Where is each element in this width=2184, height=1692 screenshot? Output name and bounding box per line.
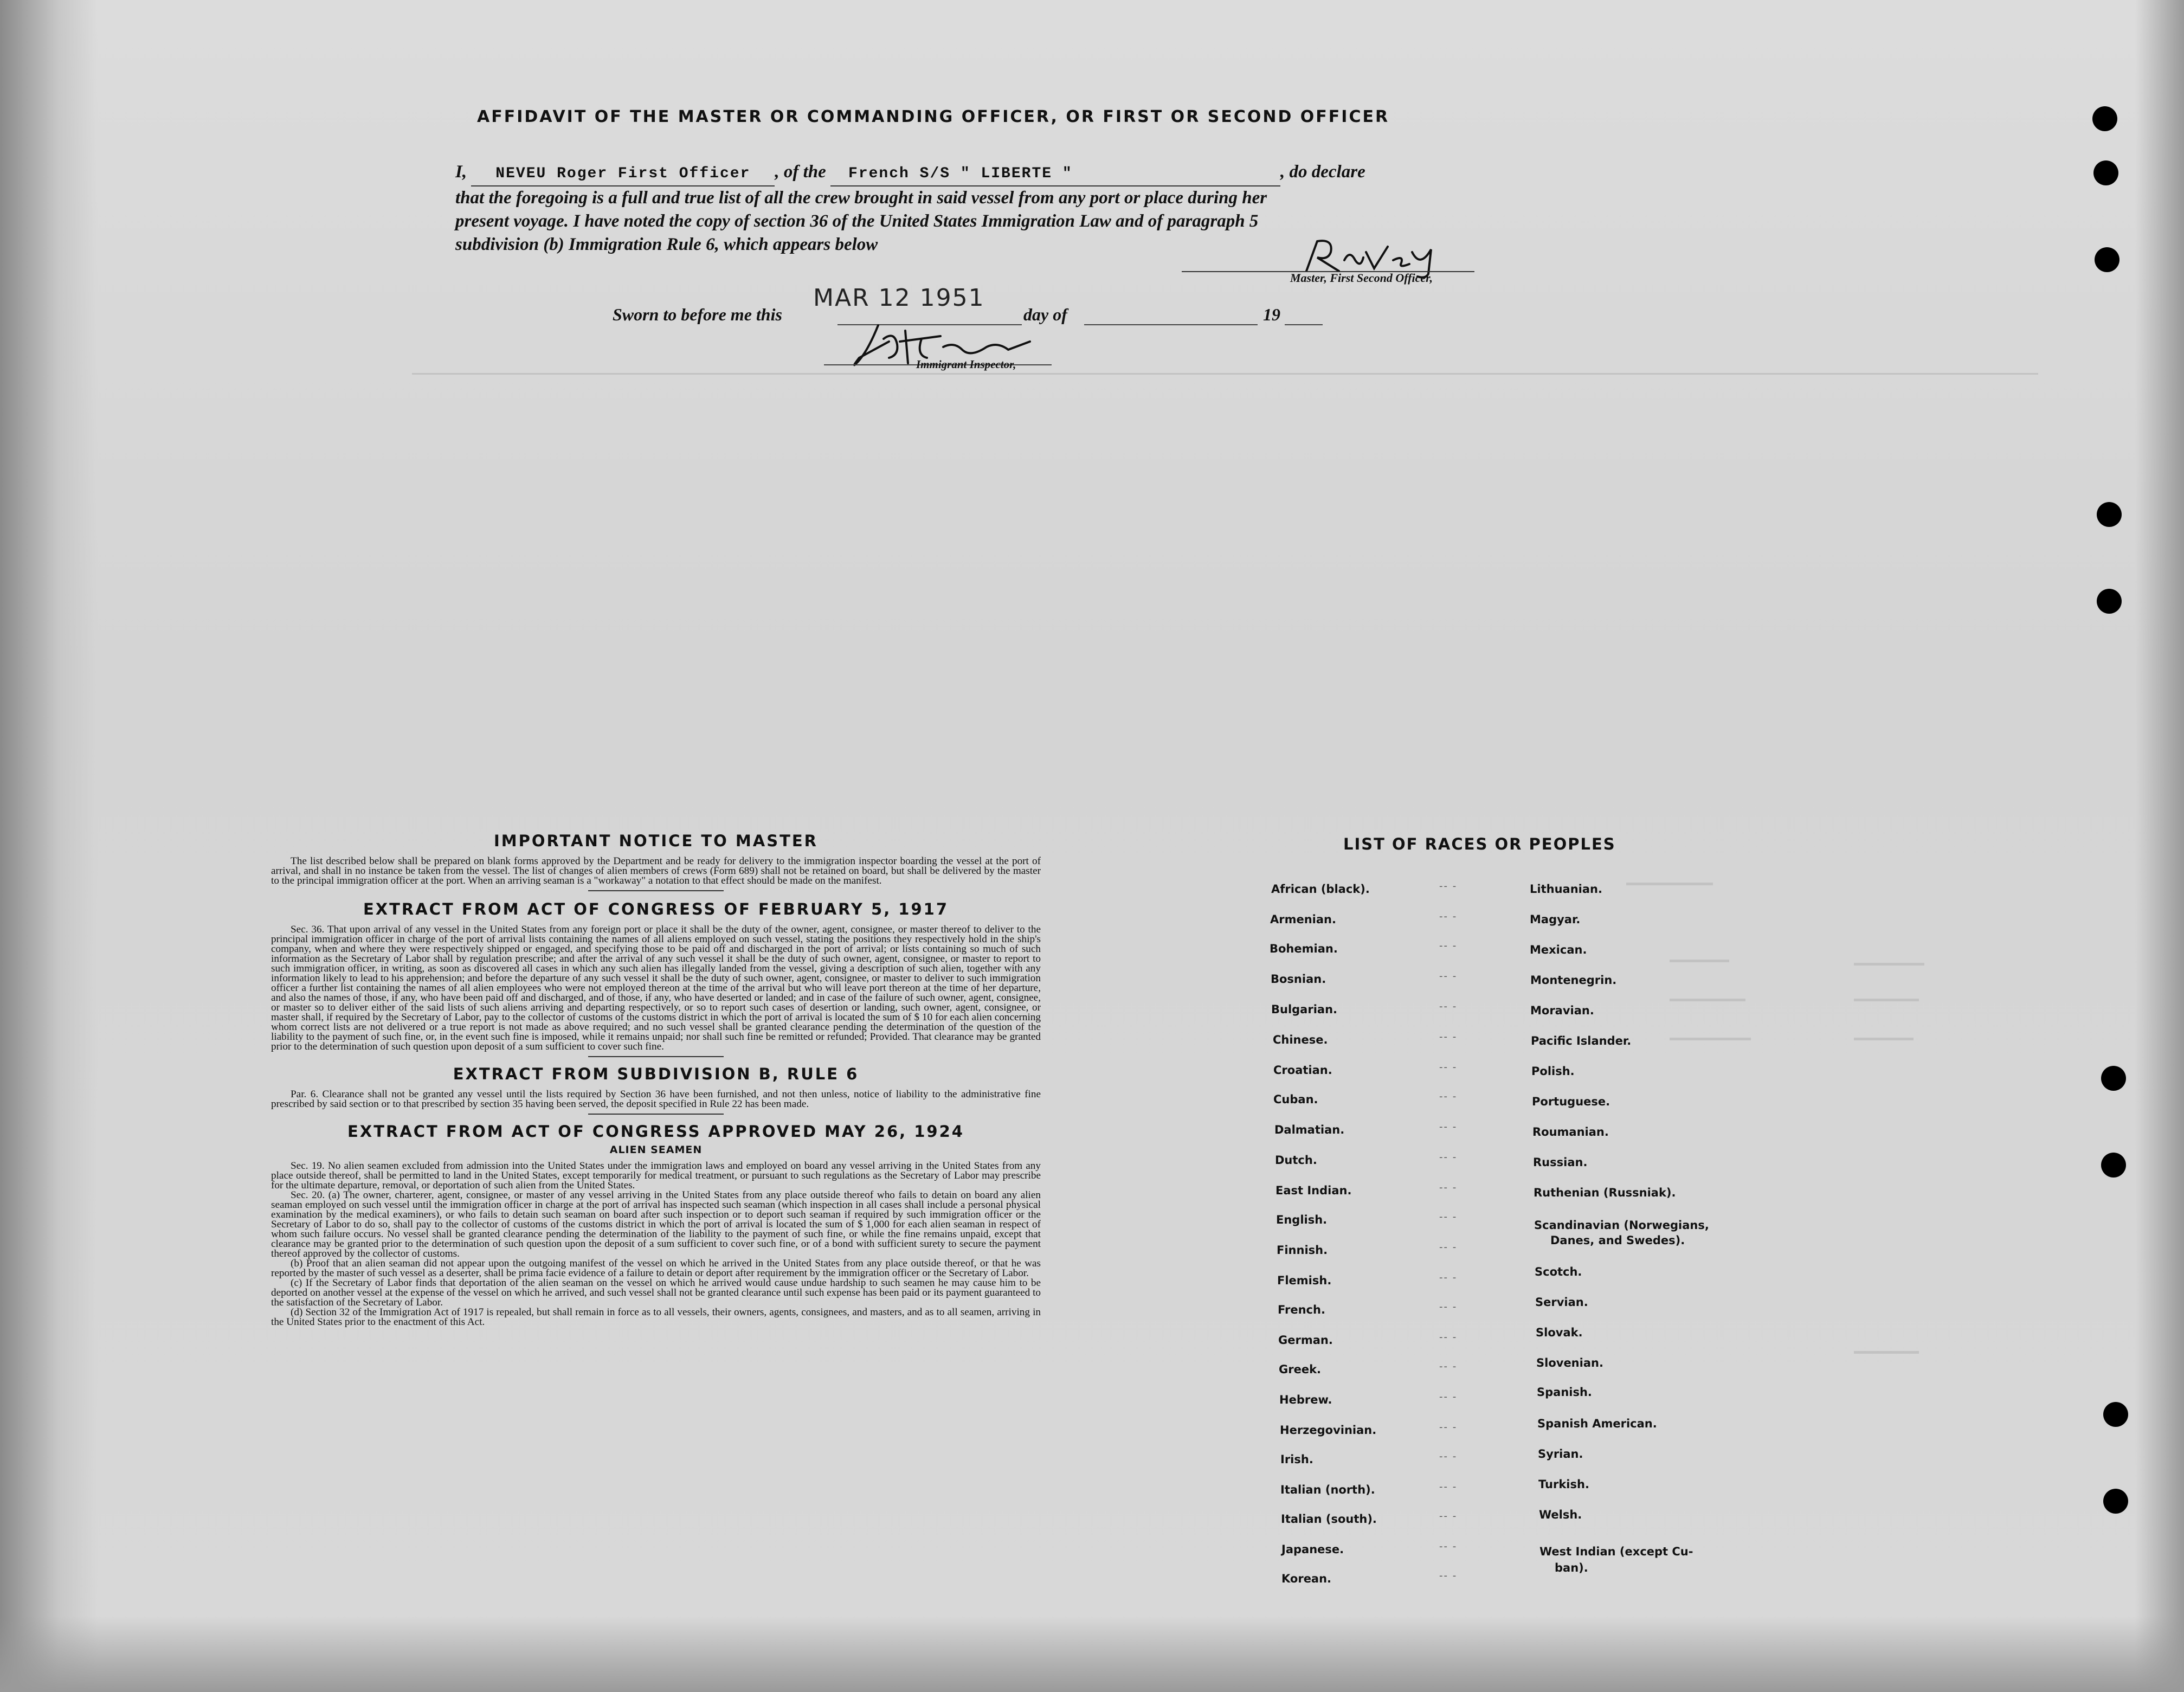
bleed-through-mark <box>1670 1038 1751 1040</box>
race-item: Chinese. <box>1273 1033 1328 1046</box>
officer-caption: Master, First Second Officer, <box>1290 271 1433 285</box>
divider <box>588 890 724 891</box>
punch-hole <box>2093 160 2118 185</box>
race-item: Slovak. <box>1536 1326 1583 1339</box>
race-item: Roumanian. <box>1532 1125 1609 1138</box>
race-item: Montenegrin. <box>1530 974 1617 987</box>
race-item: Welsh. <box>1539 1508 1582 1521</box>
affidavit-title: AFFIDAVIT OF THE MASTER OR COMMANDING OFFICER, OR FIRST OR SECOND OFFICER <box>477 107 1390 126</box>
day-of-label: day of <box>1023 305 1067 324</box>
extract-1917-title: EXTRACT FROM ACT OF CONGRESS OF FEBRUARY 5, 1917 <box>363 900 949 918</box>
race-item: English. <box>1276 1213 1328 1226</box>
notice-section <box>271 832 1041 1327</box>
bleed-through-mark <box>412 373 2038 375</box>
race-item: Servian. <box>1535 1296 1588 1309</box>
leader-dashes: -- - <box>1439 1031 1458 1043</box>
race-item: Italian (north). <box>1280 1483 1375 1496</box>
leader-dashes: -- - <box>1439 1301 1458 1313</box>
punch-hole <box>2103 1402 2128 1427</box>
race-item: Spanish. <box>1537 1386 1592 1399</box>
bleed-through-mark <box>1626 883 1713 885</box>
bleed-through-mark <box>1670 960 1729 962</box>
punch-hole <box>2097 502 2122 527</box>
leader-dashes: -- - <box>1439 1182 1458 1193</box>
bleed-through-mark <box>1854 999 1919 1001</box>
leader-dashes: -- - <box>1439 1451 1458 1462</box>
leader-dashes: -- - <box>1439 940 1458 951</box>
page-edge-shadow <box>0 1616 2184 1692</box>
sworn-label: Sworn to before me this <box>613 305 782 324</box>
extract-1924-sec19: Sec. 19. No alien seamen excluded from admission into the United States under the immigration laws and employed on board any vessel arriving in the United States from any place outside thereof, shall be permitted to land in the United States, except temporarily for medical treatment, or pursuant to such regulations as the Secretary of Labor may prescribe for the ultimate departure, removal, or deportation of such alien from the United States. <box>271 1160 1041 1191</box>
race-item: Russian. <box>1533 1156 1588 1169</box>
race-item: German. <box>1278 1334 1333 1347</box>
leader-dashes: -- - <box>1439 1421 1458 1433</box>
vessel-name: French S/S " LIBERTE " <box>848 165 1073 182</box>
leader-dashes: -- - <box>1439 970 1458 982</box>
race-item: Scandinavian (Norwegians, <box>1534 1219 1709 1232</box>
leader-dashes: -- - <box>1439 1121 1458 1133</box>
race-item: Scotch. <box>1535 1265 1582 1278</box>
race-item: African (black). <box>1271 883 1370 896</box>
leader-dashes: -- - <box>1439 1272 1458 1283</box>
punch-hole <box>2101 1153 2126 1178</box>
race-item: Cuban. <box>1273 1093 1318 1106</box>
leader-dashes: -- - <box>1439 1211 1458 1223</box>
extract-1924-sec20b: (b) Proof that an alien seaman did not appear upon the outgoing manifest of the vessel on which he arrived in the United States from any place outside thereof, or that he was reported by the master of such vessel as a deserter, shall be prima facie evidence of a failure to detain or deport after requirement by the immigration officer or the Secretary of Labor. <box>271 1258 1041 1279</box>
punch-hole <box>2095 247 2119 272</box>
leader-dashes: -- - <box>1439 1061 1458 1073</box>
race-item: Bohemian. <box>1270 942 1338 955</box>
leader-dashes: -- - <box>1439 880 1458 892</box>
date-stamp: MAR 12 1951 <box>813 284 985 312</box>
alien-seamen-heading: ALIEN SEAMEN <box>609 1144 703 1156</box>
race-item: Hebrew. <box>1279 1393 1332 1406</box>
race-item: Pacific Islander. <box>1531 1034 1632 1047</box>
race-item: Italian (south). <box>1281 1513 1377 1526</box>
race-item: Irish. <box>1280 1453 1313 1466</box>
race-item: Armenian. <box>1270 913 1336 926</box>
leader-dashes: -- - <box>1439 911 1458 922</box>
race-item: Dutch. <box>1275 1154 1317 1167</box>
race-item: Ruthenian (Russniak). <box>1534 1186 1676 1199</box>
bleed-through-mark <box>1670 999 1745 1001</box>
race-item: Polish. <box>1531 1065 1575 1078</box>
bleed-through-mark <box>1854 963 1924 966</box>
bleed-through-mark <box>1854 1351 1919 1354</box>
declarant-name: NEVEU Roger First Officer <box>495 165 751 182</box>
race-item: Dalmatian. <box>1274 1123 1345 1136</box>
page-edge-shadow <box>0 0 98 1692</box>
race-item: Spanish American. <box>1537 1417 1657 1430</box>
declarant-field <box>471 160 775 186</box>
race-item: East Indian. <box>1275 1184 1352 1197</box>
race-item: Herzegovinian. <box>1280 1424 1377 1437</box>
punch-hole <box>2101 1066 2126 1091</box>
declaration-line-4: subdivision (b) Immigration Rule 6, which appears below <box>455 235 878 254</box>
extract-1924-sec20c: (c) If the Secretary of Labor finds that deportation of the alien seaman on the vessel on which he arrived would cause undue hardship to such seamen he may cause him to be deported on another vessel at the expense of the vessel on which he arrived, and such vessel shall not be granted clearance until such expense has been paid or its payment guaranteed to the satisfaction of the Secretary of Labor. <box>271 1277 1041 1308</box>
year-line <box>1285 324 1323 325</box>
race-item: Japanese. <box>1281 1543 1344 1556</box>
race-item-continuation: Danes, and Swedes). <box>1550 1234 1685 1247</box>
race-item: Bosnian. <box>1271 973 1326 986</box>
inspector-caption: Immigrant Inspector, <box>916 358 1016 371</box>
race-item: Greek. <box>1279 1363 1322 1376</box>
race-item: French. <box>1278 1303 1325 1316</box>
race-item: Syrian. <box>1538 1447 1583 1461</box>
punch-hole <box>2092 106 2117 131</box>
bleed-through-mark <box>1854 1038 1914 1040</box>
notice-body: The list described below shall be prepared on blank forms approved by the Department and be ready for delivery to the immigration inspector boarding the vessel at the port of arrival, and shall in no instance be taken from the vessel. The list of changes of alien members of crews (Form 689) shall not be retained on board, but shall be delivered by the master to the principal immigration officer at the port. When an arriving seaman is a "workaway" a notation to that effect should be made on the manifest. <box>271 855 1041 886</box>
race-item: Croatian. <box>1273 1064 1332 1077</box>
leader-dashes: -- - <box>1439 1331 1458 1343</box>
leader-dashes: -- - <box>1439 1091 1458 1102</box>
leader-dashes: -- - <box>1439 1481 1458 1492</box>
declaration-line-2: that the foregoing is a full and true list of all the crew brought in said vessel from any port or place during her <box>455 188 1267 208</box>
leader-dashes: -- - <box>1439 1241 1458 1253</box>
extract-1917-body: Sec. 36. That upon arrival of any vessel in the United States from any foreign port or place it shall be the duty of the owner, agent, consignee, or master thereof to deliver to the principal immigration officer in charge of the port of arrival lists containing the names of all aliens employed on such vessel, stating the positions they respectively hold in the ship's company, when and where they were respectively shipped or engaged, and specifying those to be paid off and discharged in the port of arrival; or lists containing so much of such information as the Secretary of Labor shall by regulation prescribe; and after the arrival of any such vessel it shall be the duty of such owner, agent, consignee, or master to report to such immigration officer, in writing, as soon as discovered all cases in which any such alien has illegally landed from the vessel, giving a description of such alien, together with any information likely to lead to his apprehension; and before the departure of any such vessel it shall be the duty of such owner, agent, consignee, or master to deliver to such immigration officer a further list containing the names of all alien employees who were not employed thereon at the time of the arrival but who will leave port thereon at the time of her departure, and also the names of those, if any, who have been paid off and discharged, and of those, if any, who have deserted or landed; and in case of the failure of such owner, agent, consignee, or master so to deliver either of the said lists of such aliens arriving and departing respectively, or so to report such cases of desertion or landing, such owner, agent, consignee, or master shall, if required by the Secretary of Labor, pay to the collector of customs of the customs district in which the port of arrival is located the sum of $ 10 for each alien concerning whom correct lists are not delivered or a true report is not made as above required; and no such vessel shall be granted clearance pending the determination of the question of the liability to the payment of such fine, or, in the event such fine is imposed, while it remains unpaid; nor shall such fine be remitted or refunded; Provided. That clearance may be granted prior to the determination of such question upon deposit of a sum sufficient to cover such fine. <box>271 924 1041 1052</box>
page-edge-shadow <box>2135 0 2184 1692</box>
race-item: Moravian. <box>1530 1004 1594 1017</box>
declaration-line-3: present voyage. I have noted the copy of section 36 of the United States Immigration Law and of paragraph 5 <box>455 211 1259 231</box>
extract-rule6-body: Par. 6. Clearance shall not be granted any vessel until the lists required by Section 36 have been furnished, and not then unless, notice of liability to the administrative fine prescribed by said section or to that prescribed by section 35 having been served, the deposit specified in Rule 22 has been made. <box>271 1089 1041 1110</box>
leader-dashes: -- - <box>1439 1541 1458 1552</box>
race-item: West Indian (except Cu- <box>1539 1545 1693 1558</box>
race-item-continuation: ban). <box>1555 1561 1588 1574</box>
race-item: Turkish. <box>1538 1478 1589 1491</box>
extract-1924-sec20a: Sec. 20. (a) The owner, charterer, agent, consignee, or master of any vessel arriving in the United States from any place outside thereof who fails to detain on board any alien seaman employed on such vessel until the immigration officer in charge at the port of arrival has inspected such seaman (which inspection in all cases shall include a personal physical examination by the medical examiners), or who fails to detain such seaman on board after such inspection or to deport such seaman if required by such immigration officer or the Secretary of Labor to do so, shall pay to the collector of customs of the customs district in which the port of arrival is located the sum of $ 1,000 for each alien seaman in respect of whom such failure occurs. No vessel shall be granted clearance pending the determination of the liability to the payment of such fine, or while the fine remains unpaid, except that clearance may be granted prior to the determination of such question upon the deposit of a sum sufficient to cover such fine, or of a bond with sufficient surety to secure the payment thereof approved by the collector of customs. <box>271 1189 1041 1259</box>
notice-title: IMPORTANT NOTICE TO MASTER <box>493 832 819 850</box>
race-item: Lithuanian. <box>1530 883 1602 896</box>
extract-1924-sec20d: (d) Section 32 of the Immigration Act of 1917 is repealed, but shall remain in force as to all vessels, their owners, agents, consignees, and masters, and as to all seamen, arriving in the United States prior to the enactment of this Act. <box>271 1307 1041 1328</box>
leader-dashes: -- - <box>1439 1570 1458 1581</box>
leader-dashes: -- - <box>1439 1510 1458 1522</box>
divider <box>588 1114 724 1115</box>
race-item: Magyar. <box>1530 913 1581 926</box>
punch-hole <box>2097 589 2122 614</box>
race-item: Bulgarian. <box>1271 1003 1338 1016</box>
month-line <box>1084 324 1258 325</box>
leader-dashes: -- - <box>1439 1151 1458 1163</box>
vessel-field <box>830 160 1280 186</box>
race-item: Portuguese. <box>1532 1095 1610 1108</box>
declaration-line-1: I, NEVEU Roger First Officer , of the French S/S " LIBERTE " , do declare <box>455 160 1474 186</box>
leader-dashes: -- - <box>1439 1391 1458 1403</box>
punch-hole <box>2103 1489 2128 1514</box>
leader-dashes: -- - <box>1439 1001 1458 1012</box>
extract-1924-title: EXTRACT FROM ACT OF CONGRESS APPROVED MAY 26, 1924 <box>347 1122 964 1141</box>
race-item: Slovenian. <box>1536 1356 1603 1369</box>
race-item: Finnish. <box>1277 1244 1328 1257</box>
races-title: LIST OF RACES OR PEOPLES <box>1343 835 1616 853</box>
race-item: Mexican. <box>1530 943 1587 956</box>
year-label: 19 <box>1263 305 1280 324</box>
leader-dashes: -- - <box>1439 1361 1458 1372</box>
extract-rule6-title: EXTRACT FROM SUBDIVISION B, RULE 6 <box>453 1065 859 1083</box>
race-item: Korean. <box>1281 1572 1332 1585</box>
race-item: Flemish. <box>1277 1274 1332 1287</box>
divider <box>588 1056 724 1057</box>
